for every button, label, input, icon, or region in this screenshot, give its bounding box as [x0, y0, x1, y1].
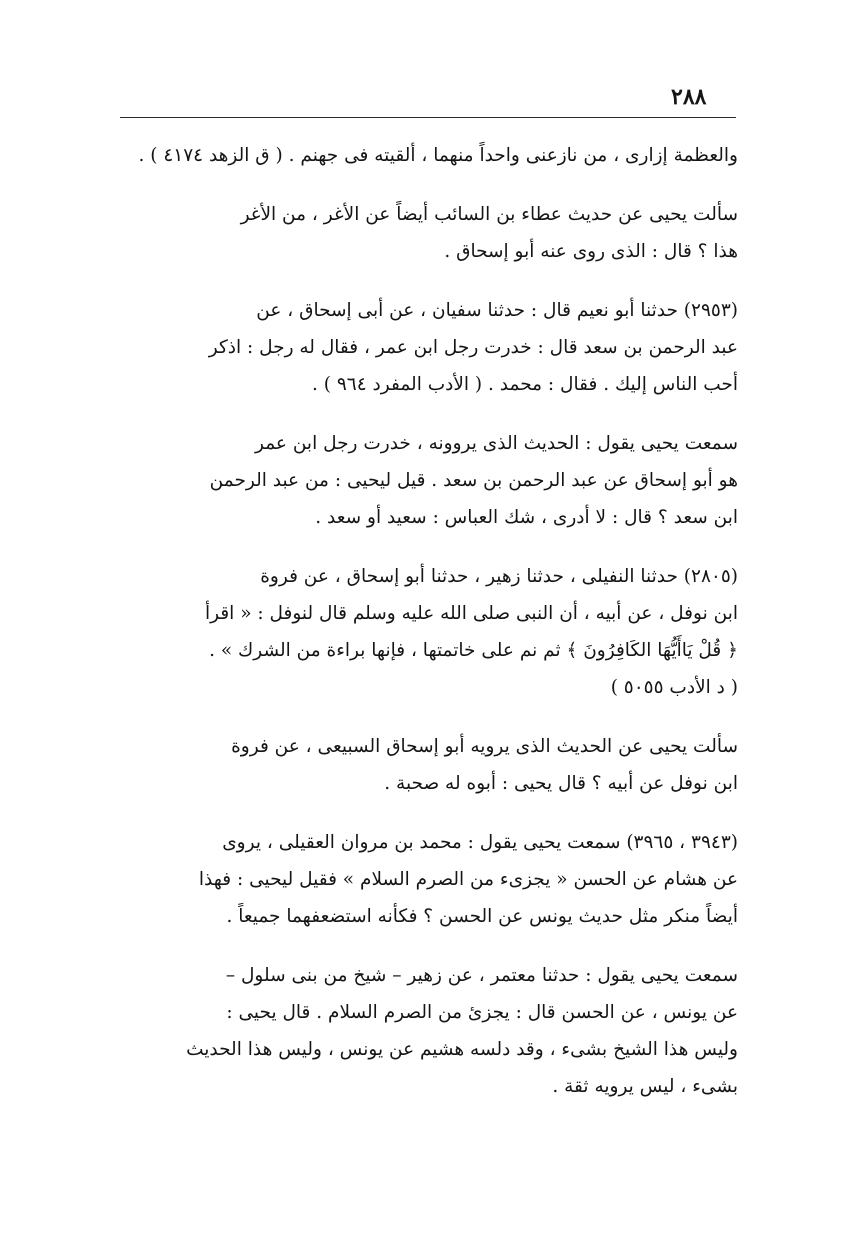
- paragraph: [118, 196, 738, 270]
- paragraph: [118, 558, 738, 706]
- paragraph: [118, 292, 738, 403]
- header-rule: [120, 117, 736, 118]
- paragraph: [118, 137, 738, 174]
- text-line: عن يونس ، عن الحسن قال : يجزئ من الصرم السلام . قال يحيى :: [226, 1002, 738, 1023]
- paragraph: [118, 824, 738, 935]
- paragraph: [118, 425, 738, 536]
- text-line: هو أبو إسحاق عن عبد الرحمن بن سعد . قيل ليحيى : من عبد الرحمن: [209, 470, 738, 491]
- text-line: عبد الرحمن بن سعد قال : خدرت رجل ابن عمر ، فقال له رجل : اذكر: [208, 337, 738, 358]
- page-number: ٢٨٨: [671, 84, 707, 110]
- text-line: ابن سعد ؟ قال : لا أدرى ، شك العباس : سعيد أو سعد .: [315, 507, 738, 528]
- text-line: سمعت يحيى يقول : الحديث الذى يروونه ، خدرت رجل ابن عمر: [255, 433, 738, 454]
- text-line: (٢٨٠٥) حدثنا النفيلى ، حدثنا زهير ، حدثنا أبو إسحاق ، عن فروة: [260, 566, 738, 587]
- text-line: (٢٩٥٣) حدثنا أبو نعيم قال : حدثنا سفيان ، عن أبى إسحاق ، عن: [256, 300, 738, 321]
- text-line: عن هشام عن الحسن « يجزىء من الصرم السلام » فقيل ليحيى : فهذا: [198, 869, 738, 890]
- text-line: ( د الأدب ٥٠٥٥ ): [610, 677, 738, 698]
- text-line: بشىء ، ليس يرويه ثقة .: [552, 1076, 738, 1097]
- text-line: (٣٩٤٣ ، ٣٩٦٥) سمعت يحيى يقول : محمد بن مروان العقيلى ، يروى: [222, 832, 738, 853]
- text-line: سألت يحيى عن حديث عطاء بن السائب أيضاً عن الأغر ، من الأغر: [240, 204, 738, 225]
- text-line: أحب الناس إليك . فقال : محمد . ( الأدب المفرد ٩٦٤ ) .: [312, 374, 738, 395]
- text-line: سمعت يحيى يقول : حدثنا معتمر ، عن زهير – شيخ من بنى سلول –: [225, 965, 738, 986]
- text-line: ابن نوفل ، عن أبيه ، أن النبى صلى الله عليه وسلم قال لنوفل : « اقرأ: [204, 603, 738, 624]
- text-line: وليس هذا الشيخ بشىء ، وقد دلسه هشيم عن يونس ، وليس هذا الحديث: [186, 1039, 738, 1060]
- text-line: ﴿ قُلْ يَاأَيُّهَا الكَافِرُونَ ﴾ ثم نم على خاتمتها ، فإنها براءة من الشرك » .: [209, 640, 738, 661]
- body-text: [118, 137, 738, 1127]
- text-line: أيضاً منكر مثل حديث يونس عن الحسن ؟ فكأنه استضعفهما جميعاً .: [226, 906, 738, 927]
- text-line: هذا ؟ قال : الذى روى عنه أبو إسحاق .: [444, 241, 738, 262]
- paragraph: [118, 728, 738, 802]
- text-line: والعظمة إزارى ، من نازعنى واحداً منهما ، ألقيته فى جهنم . ( ق الزهد ٤١٧٤ ) .: [138, 145, 738, 166]
- text-line: سألت يحيى عن الحديث الذى يرويه أبو إسحاق السبيعى ، عن فروة: [231, 736, 738, 757]
- paragraph: [118, 957, 738, 1105]
- text-line: ابن نوفل عن أبيه ؟ قال يحيى : أبوه له صحبة .: [384, 773, 738, 794]
